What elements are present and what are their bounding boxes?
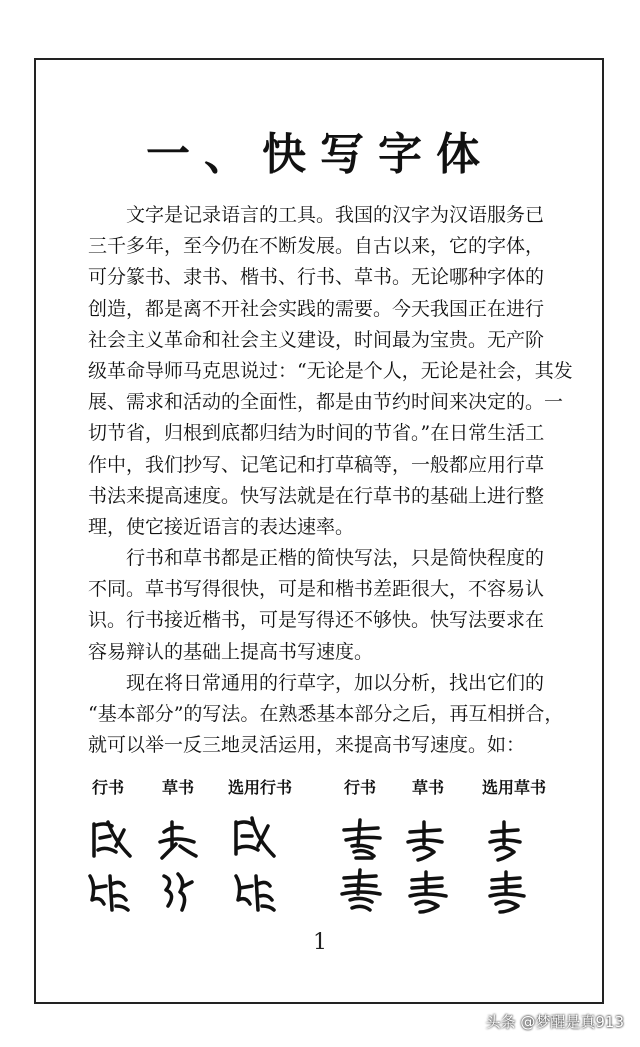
page-title: 一、快写字体 [146, 129, 494, 180]
column-header: 草书 [162, 778, 195, 797]
text-line: 创造，都是离不开社会实践的需要。今天我国正在进行 [88, 297, 545, 320]
text-line: 现在将日常通用的行草字，加以分析，找出它们的 [88, 671, 545, 694]
text-line: 文字是记录语言的工具。我国的汉字为汉语服务已 [88, 204, 545, 226]
text-line: 不同。草书写得很快，可是和楷书差距很大，不容易认 [88, 578, 545, 601]
cursive-glyph [90, 876, 128, 910]
column-header: 选用草书 [482, 778, 547, 797]
cursive-glyph [342, 870, 380, 910]
text-line: 容易辩认的基础上提高书写速度。 [88, 640, 374, 663]
cursive-glyph [236, 818, 274, 856]
page-number: 1 [313, 930, 327, 955]
cursive-glyph [490, 822, 520, 860]
text-line: 行书和草书都是正楷的简快写法，只是简快程度的 [88, 547, 545, 570]
body-text [88, 200, 596, 761]
cursive-glyph [344, 820, 380, 858]
text-line: 作中，我们抄写、记笔记和打草稿等，一般都应用行草 [88, 453, 545, 476]
cursive-glyph [490, 872, 524, 912]
text-line: 切节省，归根到底都归结为时间的节省。”在日常生活工 [88, 422, 545, 445]
cursive-glyph [160, 822, 196, 858]
text-line: 理，使它接近语言的表达速率。 [88, 515, 355, 538]
cursive-glyph [410, 872, 446, 912]
watermark: 头条 @梦醒是真913 [485, 1013, 624, 1031]
text-line: 可分篆书、隶书、楷书、行书、草书。无论哪种字体的 [88, 266, 545, 289]
text-line: 社会主义革命和社会主义建设，时间最为宝贵。无产阶 [88, 328, 545, 351]
handwritten-samples [80, 808, 540, 918]
text-line: “基本部分”的写法。在熟悉基本部分之后，再互相拼合， [88, 703, 564, 725]
column-header: 选用行书 [228, 778, 293, 797]
cursive-glyph [164, 874, 192, 910]
column-header: 行书 [344, 778, 377, 797]
column-header: 行书 [92, 778, 125, 797]
text-line: 三千多年，至今仍在不断发展。自古以来，它的字体， [88, 235, 545, 258]
text-line: 识。行书接近楷书，可是写得还不够快。快写法要求在 [88, 609, 545, 632]
column-header: 草书 [412, 778, 445, 797]
cursive-glyph [408, 822, 442, 860]
cursive-glyph [94, 822, 130, 856]
handwriting-illustration [80, 808, 540, 918]
cursive-glyph [236, 876, 274, 910]
text-line: 就可以举一反三地灵活运用，来提高书写速度。如： [88, 734, 526, 757]
text-line: 级革命导师马克思说过：“无论是个人，无论是社会，其发 [88, 359, 573, 382]
text-line: 展、需求和活动的全面性，都是由节约时间来决定的。一 [88, 391, 564, 414]
script-column-headers [92, 775, 572, 799]
text-line: 书法来提高速度。快写法就是在行草书的基础上进行整 [88, 484, 545, 507]
